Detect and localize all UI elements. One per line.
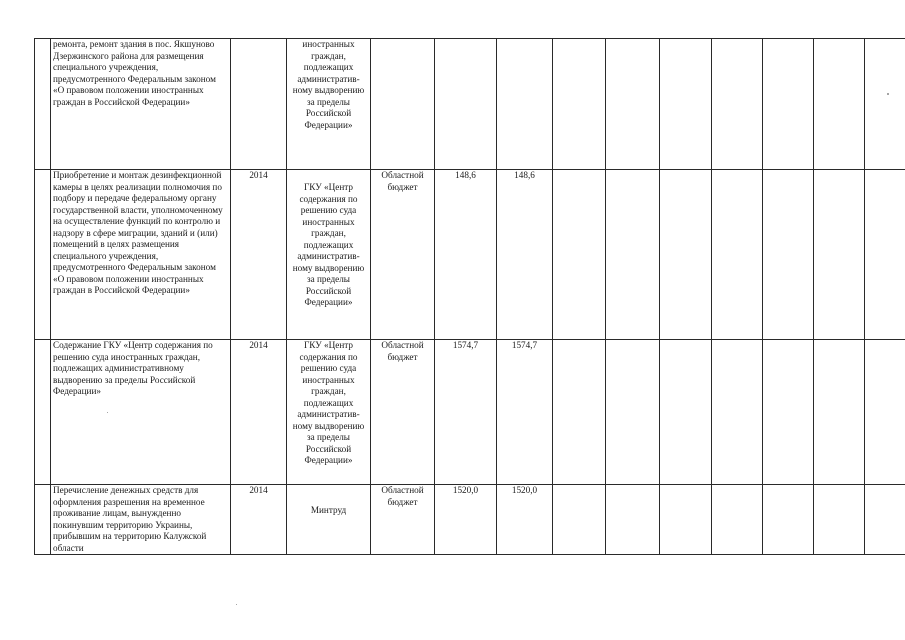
year-cell: 2014 bbox=[231, 340, 287, 485]
empty-cell bbox=[865, 170, 905, 340]
year-amount-cell: 148,6 bbox=[497, 170, 553, 340]
activity-name-cell: ремонта, ремонт здания в пос. Якшуново Дзержинского района для размещения специального учреждения, предусмотренного Федеральным законом «О правовом положении иностранных граждан в Российской Федерации» bbox=[51, 39, 231, 170]
activity-name-cell: Содержание ГКУ «Центр содержания по решению суда иностранных граждан, подлежащих административному выдворению за пределы Российской Федерации» bbox=[51, 340, 231, 485]
empty-cell bbox=[763, 39, 814, 170]
table-row bbox=[35, 485, 905, 555]
year-amount-cell: 1574,7 bbox=[497, 340, 553, 485]
empty-cell bbox=[606, 39, 660, 170]
empty-cell bbox=[660, 170, 712, 340]
scan-speck bbox=[887, 93, 889, 95]
activity-name-cell: Приобретение и монтаж дезинфекционной камеры в целях реализации полномочия по подбору и передаче федеральному органу государственной власти, уполномоченному на осуществление функций по контролю и надзору в сфере миграции, зданий и (или) помещений в целях размещения специального учреждения, предусмотренного Федеральным законом «О правовом положении иностранных граждан в Российской Федерации» bbox=[51, 170, 231, 340]
activity-name-cell: Перечисление денежных средств для оформления разрешения на временное проживание лицам, вынужденно покинувшим территорию Украины, прибывшим на территорию Калужской области bbox=[51, 485, 231, 555]
empty-cell bbox=[865, 340, 905, 485]
empty-cell bbox=[606, 340, 660, 485]
program-activities-table bbox=[34, 38, 905, 555]
empty-cell bbox=[553, 340, 606, 485]
year-cell: 2014 bbox=[231, 485, 287, 555]
empty-cell bbox=[865, 485, 905, 555]
empty-cell bbox=[660, 340, 712, 485]
year-amount-cell: 1520,0 bbox=[497, 485, 553, 555]
empty-cell bbox=[763, 485, 814, 555]
total-amount-cell: 148,6 bbox=[435, 170, 497, 340]
row-number-cell bbox=[35, 485, 51, 555]
empty-cell bbox=[712, 170, 763, 340]
empty-cell bbox=[814, 340, 865, 485]
empty-cell bbox=[712, 39, 763, 170]
empty-cell bbox=[763, 170, 814, 340]
empty-cell bbox=[763, 340, 814, 485]
executor-cell: ГКУ «Центр содержания по решению суда иностранных граждан, подлежащих административ- ному выдворению за пределы Российской Федерации» bbox=[287, 170, 371, 340]
total-amount-cell: 1574,7 bbox=[435, 340, 497, 485]
empty-cell bbox=[712, 485, 763, 555]
scan-speck bbox=[107, 412, 108, 413]
funding-source-cell: Областной бюджет bbox=[371, 170, 435, 340]
empty-cell bbox=[553, 39, 606, 170]
empty-cell bbox=[553, 170, 606, 340]
empty-cell bbox=[814, 39, 865, 170]
empty-cell bbox=[814, 485, 865, 555]
row-number-cell bbox=[35, 340, 51, 485]
empty-cell bbox=[606, 485, 660, 555]
executor-cell: ГКУ «Центр содержания по решению суда иностранных граждан, подлежащих административ- ному выдворению за пределы Российской Федерации» bbox=[287, 340, 371, 485]
funding-source-cell: Областной бюджет bbox=[371, 340, 435, 485]
empty-cell bbox=[712, 340, 763, 485]
year-cell bbox=[231, 39, 287, 170]
year-amount-cell bbox=[497, 39, 553, 170]
table-row bbox=[35, 170, 905, 340]
total-amount-cell bbox=[435, 39, 497, 170]
row-number-cell bbox=[35, 39, 51, 170]
funding-source-cell: Областной бюджет bbox=[371, 485, 435, 555]
year-cell: 2014 bbox=[231, 170, 287, 340]
row-number-cell bbox=[35, 170, 51, 340]
executor-cell: иностранных граждан, подлежащих административ- ному выдворению за пределы Российской Федерации» bbox=[287, 39, 371, 170]
empty-cell bbox=[814, 170, 865, 340]
table-row bbox=[35, 39, 905, 170]
funding-source-cell bbox=[371, 39, 435, 170]
empty-cell bbox=[553, 485, 606, 555]
total-amount-cell: 1520,0 bbox=[435, 485, 497, 555]
empty-cell bbox=[865, 39, 905, 170]
table-row bbox=[35, 340, 905, 485]
scan-speck bbox=[236, 604, 237, 605]
empty-cell bbox=[606, 170, 660, 340]
executor-cell: Минтруд bbox=[287, 485, 371, 555]
empty-cell bbox=[660, 485, 712, 555]
empty-cell bbox=[660, 39, 712, 170]
